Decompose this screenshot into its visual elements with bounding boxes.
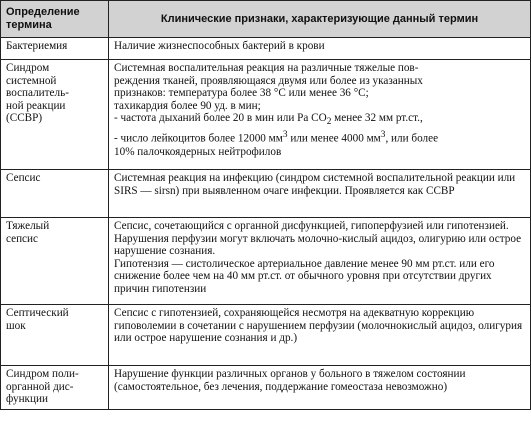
definition-cell: Сепсис, сочетающийся с органной дисфункцией, гипоперфузией или гипотензией. Нарушения перфузии могут включать молочно-кислый ацидоз, олигурию или острое нарушение сознания. Гипотензия — систолическое артериальное давление менее 90 мм рт.ст. или его снижение более чем на 40 мм рт.ст. от обычного уровня при отсутствии других причин гипотензии xyxy=(109,218,531,305)
definition-cell xyxy=(109,60,531,170)
definition-line: тахикардия более 90 уд. в мин; xyxy=(114,99,261,112)
definition-line: Системная воспалительная реакция на различные тяжелые пов- xyxy=(114,62,419,74)
definition-line: 10% палочкоядерных нейтрофилов xyxy=(114,145,282,158)
definition-line: реждения тканей, проявляющаяся двумя или более из указанных xyxy=(114,74,423,87)
term-cell: Синдром поли- органной дис- функции xyxy=(1,366,109,410)
resp-suffix: менее 32 мм рт.ст., xyxy=(331,112,423,125)
table-row xyxy=(1,218,531,305)
resp-sub: 2 xyxy=(326,117,332,128)
wbc-sup: 3 xyxy=(380,130,386,141)
term-cell: Синдром системной воспалитель- ной реакции (ССВР) xyxy=(1,60,109,170)
table-row xyxy=(1,366,531,410)
definition-cell: Нарушение функции различных органов у больного в тяжелом состоянии (самостоятельное, без лечения, поддержание гомеостаза невозможно) xyxy=(109,366,531,410)
table-row xyxy=(1,38,531,60)
definition-line: признаков: температура более 38 °С или менее 36 °С; xyxy=(114,87,369,100)
header-term: Определение термина xyxy=(1,1,109,38)
term-cell: Сепсис xyxy=(1,170,109,218)
resp-prefix: - частота дыханий более 20 в мин или Pa CO xyxy=(114,112,327,125)
term-cell: Септический шок xyxy=(1,305,109,366)
table-row xyxy=(1,60,531,170)
wbc-prefix: - число лейкоцитов более 12000 мм xyxy=(114,132,283,145)
definition-cell: Наличие жизнеспособных бактерий в крови xyxy=(109,38,531,60)
table-row xyxy=(1,305,531,366)
header-clinical-signs: Клинические признаки, характеризующие данный термин xyxy=(109,1,531,38)
wbc-sup: 3 xyxy=(282,130,288,141)
definition-line xyxy=(114,112,525,129)
wbc-mid: или менее 4000 мм xyxy=(287,132,381,145)
definition-line xyxy=(114,129,525,145)
term-cell: Тяжелый сепсис xyxy=(1,218,109,305)
definition-cell: Сепсис с гипотензией, сохраняющейся несмотря на адекватную коррекцию гиповолемии в сочетании с нарушением перфузии (молочнокислый ацидоз, олигурия или острое нарушение сознания и др.) xyxy=(109,305,531,366)
wbc-suffix: , или более xyxy=(385,132,439,145)
definition-cell: Системная реакция на инфекцию (синдром системной воспалительной реакции или SIRS — sirsn) при выявленном очаге инфекции. Проявляется как ССВР xyxy=(109,170,531,218)
table-row xyxy=(1,170,531,218)
term-cell: Бактериемия xyxy=(1,38,109,60)
table-header-row xyxy=(1,1,531,38)
